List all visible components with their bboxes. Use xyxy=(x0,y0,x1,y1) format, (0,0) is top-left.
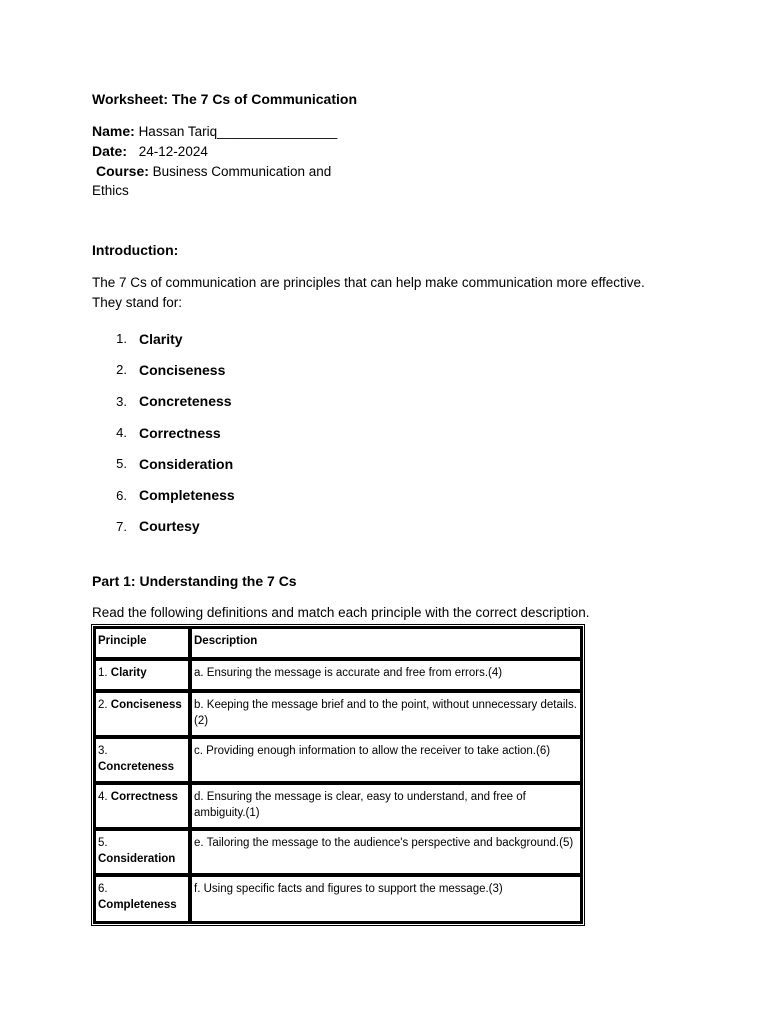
list-number: 6. xyxy=(116,487,127,503)
table-row xyxy=(94,659,582,691)
list-item xyxy=(92,448,235,479)
date-value: 24-12-2024 xyxy=(138,144,208,159)
list-number: 4. xyxy=(116,425,127,441)
table-header-principle: Principle xyxy=(94,627,190,659)
principle-num: 2. xyxy=(98,699,108,711)
list-label: Clarity xyxy=(139,330,183,347)
list-label: Concreteness xyxy=(139,393,232,410)
introduction-text: The 7 Cs of communication are principles that can help make communication more effective. They stand for: xyxy=(92,275,645,310)
table-row xyxy=(94,783,582,829)
description-cell: f. Using specific facts and figures to support the message.(3) xyxy=(190,875,582,923)
name-line xyxy=(92,121,337,142)
table-row xyxy=(94,829,582,875)
list-label: Courtesy xyxy=(139,518,200,535)
list-number: 7. xyxy=(116,518,127,534)
list-number: 2. xyxy=(116,362,127,378)
list-item xyxy=(92,417,235,448)
table-row xyxy=(94,737,582,783)
name-value: Hassan Tariq________________ xyxy=(138,124,338,139)
list-item xyxy=(92,511,235,542)
list-number: 1. xyxy=(116,331,127,347)
course-value-cont: Ethics xyxy=(92,183,129,198)
principle-num: 3. xyxy=(98,745,108,757)
list-number: 3. xyxy=(116,393,127,409)
principle-cell xyxy=(94,659,190,691)
description-cell: d. Ensuring the message is clear, easy to understand, and free of ambiguity.(1) xyxy=(190,783,582,829)
description-cell: e. Tailoring the message to the audience's perspective and background.(5) xyxy=(190,829,582,875)
worksheet-title: Worksheet: The 7 Cs of Communication xyxy=(92,91,357,107)
description-cell: b. Keeping the message brief and to the point, without unnecessary details.(2) xyxy=(190,691,582,737)
principle-name: Clarity xyxy=(110,667,147,679)
principle-name: Concreteness xyxy=(98,761,175,773)
list-label: Correctness xyxy=(139,424,221,441)
part1-heading: Part 1: Understanding the 7 Cs xyxy=(92,573,297,589)
principle-num: 4. xyxy=(98,791,108,803)
list-label: Consideration xyxy=(139,455,234,472)
course-label: Course: xyxy=(96,163,149,179)
matching-table xyxy=(91,624,585,926)
principle-cell xyxy=(94,829,190,875)
table-header-description: Description xyxy=(190,627,582,659)
list-item xyxy=(92,386,235,417)
introduction-heading: Introduction: xyxy=(92,242,179,258)
course-value: Business Communication and xyxy=(152,164,332,179)
principle-cell xyxy=(94,875,190,923)
list-label: Conciseness xyxy=(139,361,226,378)
principle-name: Correctness xyxy=(110,791,178,803)
list-item xyxy=(92,479,235,510)
description-cell: a. Ensuring the message is accurate and free from errors.(4) xyxy=(190,659,582,691)
principle-name: Consideration xyxy=(98,853,176,865)
date-line xyxy=(92,141,208,162)
course-line xyxy=(96,161,331,182)
table-header-row xyxy=(94,627,582,659)
table-row xyxy=(94,691,582,737)
list-item xyxy=(92,354,235,385)
principle-cell xyxy=(94,783,190,829)
list-item xyxy=(92,323,235,354)
principle-name: Completeness xyxy=(98,899,177,911)
part1-instruction: Read the following definitions and match each principle with the correct description. xyxy=(92,605,590,620)
seven-cs-list xyxy=(92,323,235,542)
principle-cell xyxy=(94,737,190,783)
list-number: 5. xyxy=(116,456,127,472)
description-cell: c. Providing enough information to allow the receiver to take action.(6) xyxy=(190,737,582,783)
principle-num: 6. xyxy=(98,883,108,895)
principle-name: Conciseness xyxy=(110,699,182,711)
name-label: Name: xyxy=(92,123,135,139)
table-row xyxy=(94,875,582,923)
date-label: Date: xyxy=(92,143,128,159)
list-label: Completeness xyxy=(139,487,235,504)
principle-num: 5. xyxy=(98,837,108,849)
principle-cell xyxy=(94,691,190,737)
principle-num: 1. xyxy=(98,667,108,679)
